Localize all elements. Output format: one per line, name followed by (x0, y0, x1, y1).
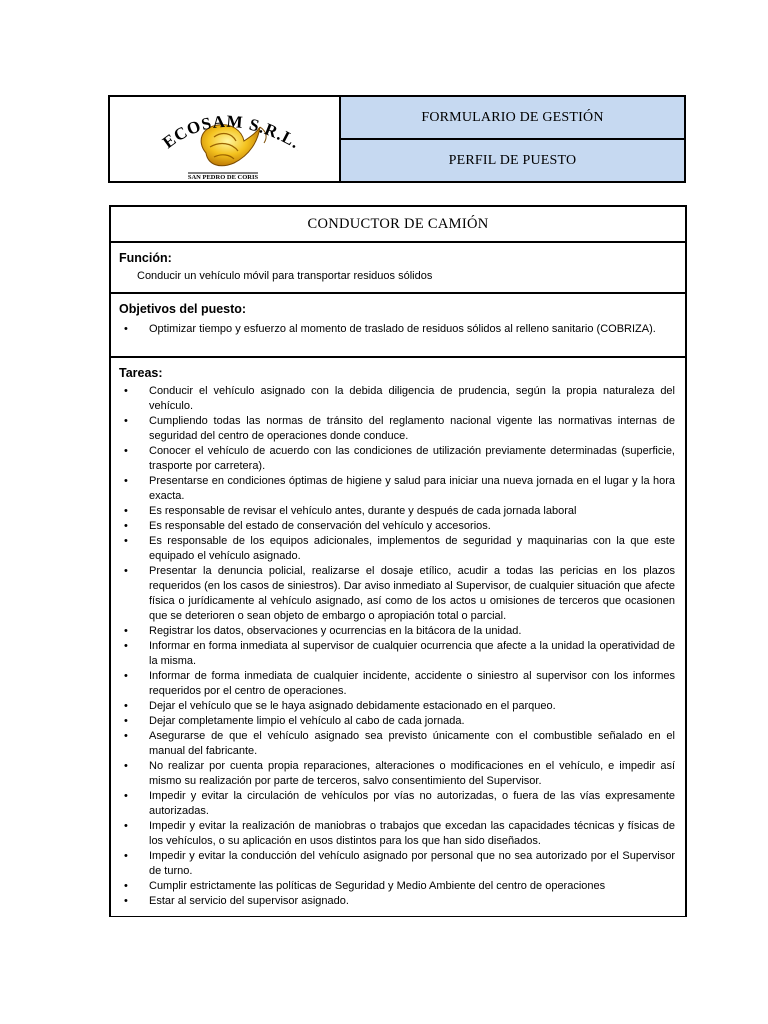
list-item: • Cumplir estrictamente las políticas de Seguridad y Medio Ambiente del centro de operaciones (111, 879, 675, 894)
tareas-list (111, 384, 685, 909)
objetivos-heading: Objetivos del puesto: (119, 302, 247, 316)
list-item: • Optimizar tiempo y esfuerzo al momento de traslado de residuos sólidos al relleno sanitario (COBRIZA). (111, 322, 675, 337)
logo-company-text: ECOSAM S.R.L. (159, 111, 304, 153)
tareas-heading: Tareas: (119, 366, 163, 380)
list-item: • Registrar los datos, observaciones y ocurrencias en la bitácora de la unidad. (111, 624, 675, 639)
ecosam-logo-icon (110, 97, 337, 181)
job-profile-table (109, 205, 687, 917)
header-titles (341, 97, 684, 181)
list-item: • Informar en forma inmediata al supervisor de cualquier ocurrencia que afecte a la unidad la operatividad de la misma. (111, 639, 675, 669)
list-item: • Presentar la denuncia policial, realizarse el dosaje etílico, acudir a todas las pericias en los plazos requeridos (en los casos de siniestros). Dar aviso inmediato al Supervisor, de cualquier situación que afecte física o jurídicamente al vehículo asignado, así como de los actos u omisiones de terceros que ocasionen que se deterioren o sean objeto de embargo o apropiación total o parcial. (111, 564, 675, 624)
form-subtitle: PERFIL DE PUESTO (341, 140, 684, 181)
list-item: • Estar al servicio del supervisor asignado. (111, 894, 675, 909)
objetivos-section (111, 294, 685, 358)
form-header (108, 95, 686, 183)
list-item: • Es responsable de los equipos adicionales, implementos de seguridad y maquinarias con la que este equipado el vehículo asignado. (111, 534, 675, 564)
list-item: • Impedir y evitar la circulación de vehículos por vías no autorizadas, o fuera de las vías expresamente autorizadas. (111, 789, 675, 819)
list-item: • Es responsable de revisar el vehículo antes, durante y después de cada jornada laboral (111, 504, 675, 519)
list-item: • Asegurarse de que el vehículo asignado sea previsto únicamente con el combustible señalado en el manual del fabricante. (111, 729, 675, 759)
list-item: • No realizar por cuenta propia reparaciones, alteraciones o modificaciones en el vehículo, e impedir así mismo su realización por parte de terceros, salvo consentimiento del Supervisor. (111, 759, 675, 789)
list-item: • Dejar el vehículo que se le haya asignado debidamente estacionado en el parqueo. (111, 699, 675, 714)
list-item: • Impedir y evitar la conducción del vehículo asignado por personal que no sea autorizado por el Supervisor de turno. (111, 849, 675, 879)
list-item: • Presentarse en condiciones óptimas de higiene y salud para iniciar una nueva jornada en el lugar y la hora exacta. (111, 474, 675, 504)
list-item: • Impedir y evitar la realización de maniobras o trabajos que excedan las capacidades técnicas y físicas de los vehículos, o su aplicación en usos distintos para los que han sido diseñados. (111, 819, 675, 849)
logo-subtitle-text: SAN PEDRO DE CORIS (187, 174, 259, 181)
job-title: CONDUCTOR DE CAMIÓN (111, 207, 685, 243)
list-item: • Dejar completamente limpio el vehículo al cabo de cada jornada. (111, 714, 675, 729)
funcion-heading: Función: (119, 251, 172, 265)
list-item: • Es responsable del estado de conservación del vehículo y accesorios. (111, 519, 675, 534)
list-item: • Conocer el vehículo de acuerdo con las condiciones de utilización previamente determinadas (superficie, trasporte por carretera). (111, 444, 675, 474)
objetivos-list (111, 322, 685, 337)
funcion-section (111, 243, 685, 294)
list-item: • Cumpliendo todas las normas de tránsito del reglamento nacional vigente las normativas internas de seguridad del centro de operaciones donde conduce. (111, 414, 675, 444)
funcion-text: Conducir un vehículo móvil para transportar residuos sólidos (137, 270, 433, 282)
company-logo (110, 97, 341, 181)
tareas-section (111, 358, 685, 917)
list-item: • Informar de forma inmediata de cualquier incidente, accidente o siniestro al supervisor con los informes requeridos por el centro de operaciones. (111, 669, 675, 699)
list-item: • Conducir el vehículo asignado con la debida diligencia de prudencia, según la propia naturaleza del vehículo. (111, 384, 675, 414)
form-title: FORMULARIO DE GESTIÓN (341, 97, 684, 140)
